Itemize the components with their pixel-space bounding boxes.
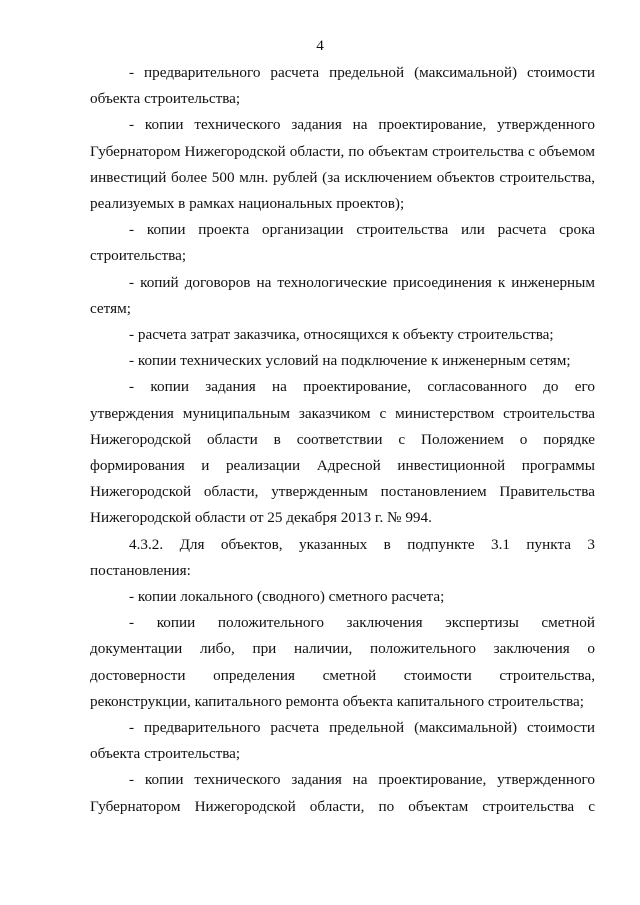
paragraph-connection-contracts: - копий договоров на технологические присоединения к инженерным сетям; [90, 273, 595, 317]
paragraph-technical-assignment-copy-2: - копии технического задания на проектирование, утвержденного Губернатором Нижегородской области, по объектам строительства с [90, 771, 595, 815]
paragraph-section-4-3-2: 4.3.2. Для объектов, указанных в подпункте 3.1 пункта 3 постановления: [90, 535, 595, 579]
paragraph-technical-conditions: - копии технических условий на подключение к инженерным сетям; [129, 352, 571, 370]
paragraph-preliminary-cost-calculation: - предварительного расчета предельной (максимальной) стоимости объекта строительства; [90, 64, 595, 108]
paragraph-local-estimate: - копии локального (сводного) сметного расчета; [129, 588, 445, 606]
paragraph-customer-costs: - расчета затрат заказчика, относящихся к объекту строительства; [129, 326, 554, 344]
paragraph-construction-organization-project: - копии проекта организации строительства или расчета срока строительства; [90, 221, 595, 265]
paragraph-technical-assignment-copy: - копии технического задания на проектирование, утвержденного Губернатором Нижегородской области, по объектам строительства с объемом инвестиций более 500 млн. рублей (за исключением объектов строительства, реализуемых в рамках национальных проектов); [90, 116, 595, 213]
paragraph-design-assignment-approval: - копии задания на проектирование, согласованного до его утверждения муниципальным заказчиком с министерством строительства Нижегородской области в соответствии с Положением о порядке формирования и реализации Адресной инвестиционной программы Нижегородской области, утвержденным постановлением Правительства Нижегородской области от 25 декабря 2013 г. № 994. [90, 378, 595, 527]
paragraph-preliminary-cost-calculation-2: - предварительного расчета предельной (максимальной) стоимости объекта строительства; [90, 719, 595, 763]
paragraph-expertise-conclusion: - копии положительного заключения экспертизы сметной документации либо, при наличии, положительного заключения о достоверности определения сметной стоимости строительства, реконструкции, капитального ремонта объекта капитального строительства; [90, 614, 595, 710]
document-body [90, 60, 595, 820]
page-number: 4 [316, 37, 324, 54]
